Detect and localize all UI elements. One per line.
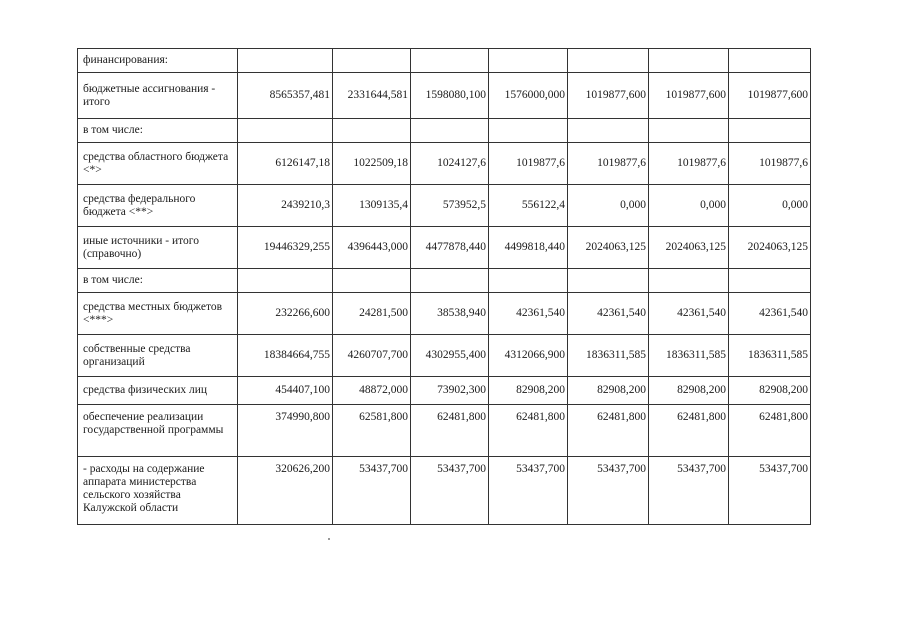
value-cell: 62481,800 — [729, 405, 811, 457]
value-cell: 42361,540 — [489, 293, 568, 335]
value-cell — [411, 269, 489, 293]
row-label: средства федерального бюджета <**> — [78, 185, 238, 227]
scan-speck — [328, 538, 330, 540]
value-cell: 1024127,6 — [411, 143, 489, 185]
value-cell: 62481,800 — [649, 405, 729, 457]
value-cell: 374990,800 — [238, 405, 333, 457]
value-cell: 1836311,585 — [729, 335, 811, 377]
value-cell: 2024063,125 — [568, 227, 649, 269]
value-cell: 53437,700 — [729, 457, 811, 525]
value-cell: 1309135,4 — [333, 185, 411, 227]
table-row — [78, 293, 811, 335]
table-row — [78, 227, 811, 269]
value-cell: 2024063,125 — [649, 227, 729, 269]
value-cell: 82908,200 — [729, 377, 811, 405]
value-cell: 4499818,440 — [489, 227, 568, 269]
value-cell: 62481,800 — [411, 405, 489, 457]
value-cell — [649, 119, 729, 143]
value-cell: 82908,200 — [568, 377, 649, 405]
value-cell: 4260707,700 — [333, 335, 411, 377]
table-row — [78, 377, 811, 405]
value-cell: 1598080,100 — [411, 73, 489, 119]
value-cell — [333, 119, 411, 143]
value-cell: 53437,700 — [649, 457, 729, 525]
value-cell: 1019877,6 — [489, 143, 568, 185]
value-cell: 6126147,18 — [238, 143, 333, 185]
value-cell: 53437,700 — [568, 457, 649, 525]
table-row — [78, 335, 811, 377]
table-row — [78, 119, 811, 143]
value-cell: 1019877,600 — [729, 73, 811, 119]
value-cell: 8565357,481 — [238, 73, 333, 119]
value-cell: 82908,200 — [489, 377, 568, 405]
value-cell — [411, 49, 489, 73]
row-label: финансирования: — [78, 49, 238, 73]
value-cell: 4312066,900 — [489, 335, 568, 377]
row-label: иные источники - итого (справочно) — [78, 227, 238, 269]
value-cell — [238, 49, 333, 73]
value-cell: 0,000 — [568, 185, 649, 227]
value-cell: 1022509,18 — [333, 143, 411, 185]
value-cell: 53437,700 — [333, 457, 411, 525]
value-cell — [568, 269, 649, 293]
value-cell — [333, 269, 411, 293]
row-label: средства областного бюджета <*> — [78, 143, 238, 185]
value-cell — [729, 269, 811, 293]
value-cell: 556122,4 — [489, 185, 568, 227]
value-cell: 320626,200 — [238, 457, 333, 525]
value-cell: 18384664,755 — [238, 335, 333, 377]
value-cell — [333, 49, 411, 73]
value-cell: 42361,540 — [729, 293, 811, 335]
value-cell — [489, 119, 568, 143]
value-cell: 48872,000 — [333, 377, 411, 405]
row-label: в том числе: — [78, 269, 238, 293]
row-label: собственные средства организаций — [78, 335, 238, 377]
value-cell — [568, 49, 649, 73]
value-cell: 232266,600 — [238, 293, 333, 335]
value-cell — [238, 119, 333, 143]
value-cell: 4477878,440 — [411, 227, 489, 269]
value-cell — [238, 269, 333, 293]
value-cell: 4302955,400 — [411, 335, 489, 377]
value-cell: 1019877,6 — [568, 143, 649, 185]
value-cell: 1576000,000 — [489, 73, 568, 119]
value-cell: 0,000 — [729, 185, 811, 227]
value-cell: 1019877,600 — [568, 73, 649, 119]
value-cell: 53437,700 — [489, 457, 568, 525]
value-cell — [649, 269, 729, 293]
value-cell: 1836311,585 — [649, 335, 729, 377]
value-cell: 82908,200 — [649, 377, 729, 405]
value-cell: 38538,940 — [411, 293, 489, 335]
value-cell: 42361,540 — [568, 293, 649, 335]
value-cell — [489, 269, 568, 293]
row-label: обеспечение реализации государственной программы — [78, 405, 238, 457]
value-cell: 24281,500 — [333, 293, 411, 335]
value-cell — [568, 119, 649, 143]
value-cell: 2024063,125 — [729, 227, 811, 269]
value-cell: 53437,700 — [411, 457, 489, 525]
value-cell: 73902,300 — [411, 377, 489, 405]
value-cell: 62581,800 — [333, 405, 411, 457]
value-cell: 1019877,6 — [649, 143, 729, 185]
row-label: бюджетные ассигнования - итого — [78, 73, 238, 119]
value-cell: 62481,800 — [568, 405, 649, 457]
value-cell — [489, 49, 568, 73]
value-cell — [649, 49, 729, 73]
value-cell — [729, 49, 811, 73]
value-cell: 4396443,000 — [333, 227, 411, 269]
value-cell: 2439210,3 — [238, 185, 333, 227]
value-cell: 42361,540 — [649, 293, 729, 335]
value-cell: 2331644,581 — [333, 73, 411, 119]
table-row — [78, 143, 811, 185]
value-cell: 1836311,585 — [568, 335, 649, 377]
row-label: - расходы на содержание аппарата министерства сельского хозяйства Калужской области — [78, 457, 238, 525]
value-cell — [411, 119, 489, 143]
table-row — [78, 405, 811, 457]
table-row — [78, 185, 811, 227]
table-row — [78, 457, 811, 525]
row-label: средства физических лиц — [78, 377, 238, 405]
row-label: средства местных бюджетов <***> — [78, 293, 238, 335]
value-cell: 19446329,255 — [238, 227, 333, 269]
value-cell: 1019877,6 — [729, 143, 811, 185]
table-row — [78, 269, 811, 293]
financing-table — [77, 48, 811, 525]
table-row — [78, 49, 811, 73]
row-label: в том числе: — [78, 119, 238, 143]
value-cell: 454407,100 — [238, 377, 333, 405]
table-row — [78, 73, 811, 119]
value-cell: 0,000 — [649, 185, 729, 227]
value-cell — [729, 119, 811, 143]
value-cell: 1019877,600 — [649, 73, 729, 119]
value-cell: 573952,5 — [411, 185, 489, 227]
value-cell: 62481,800 — [489, 405, 568, 457]
